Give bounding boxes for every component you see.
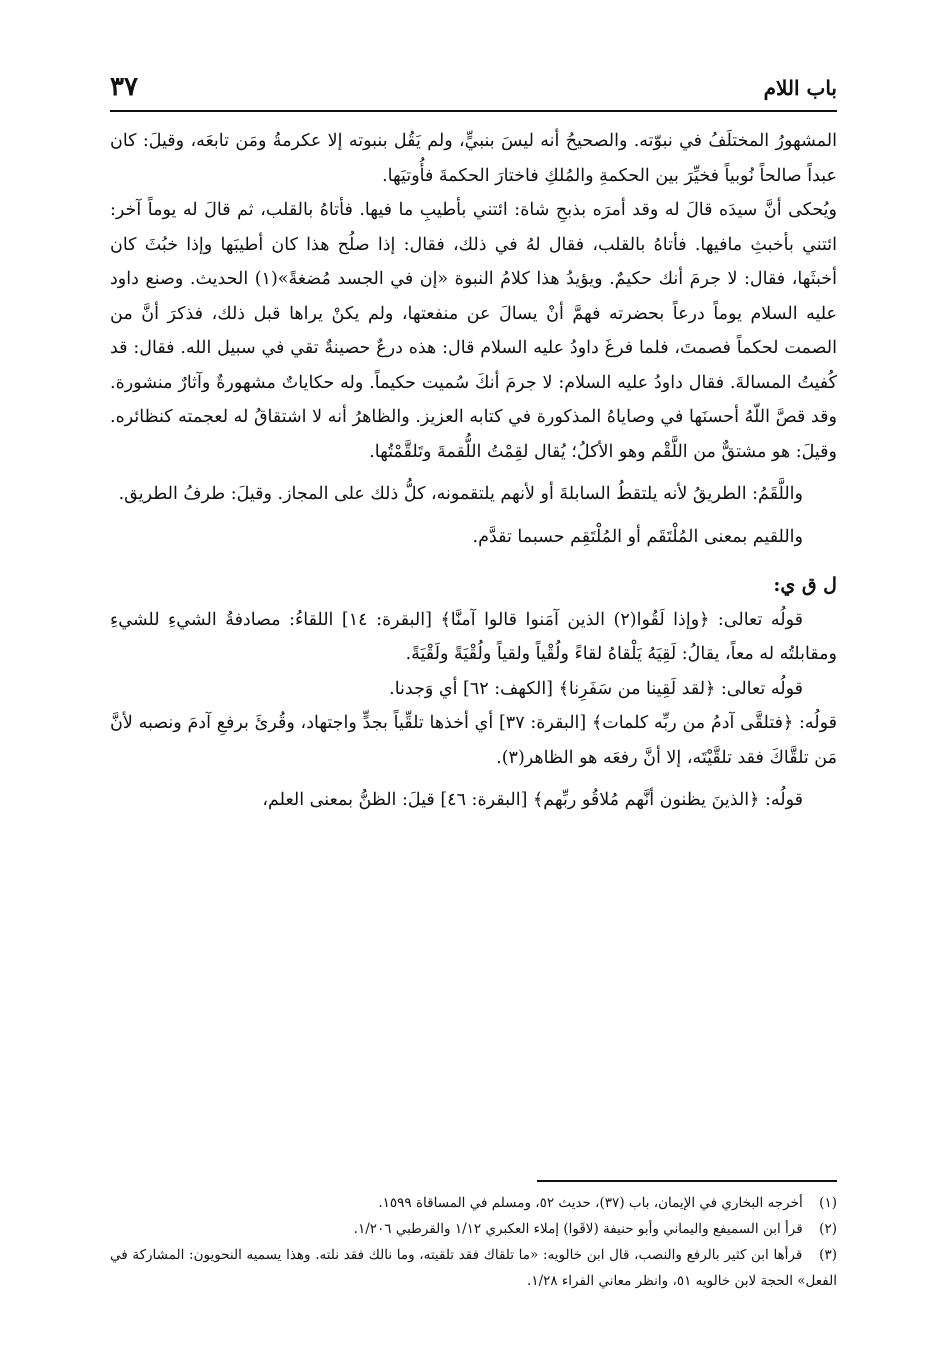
root-heading: ل ق ي: [773,574,837,596]
paragraph: قولُه: ﴿فتلقَّى آدمُ من ربِّه كلمات﴾ [البقرة: ٣٧] أي أخذها تلقِّياً بجدٍّ واجتهاد، وقُرئَ برفعِ آدمَ ونصبه لأنَّ مَن تلقَّاكَ فقد تلقَّيْتَه، إلا أنَّ رفعَه هو الظاهر(٣). [110,713,837,768]
paragraph: قولُه تعالى: ﴿لقد لَقِينا من سَفَرِنا﴾ [الكهف: ٦٢] أي وَجدنا. [389,678,803,699]
footnote [110,1216,837,1242]
paragraph: قولُه: ﴿الذينَ يظنون أنَّهم مُلاقُو ربِّهم﴾ [البقرة: ٤٦] قيلَ: الظنُّ بمعنى العلم، [262,790,803,810]
footnote-number: (٣) [819,1247,837,1263]
footnote-text: قرأها ابن كثير بالرفع والنصب، قال ابن خالويه: «ما تلقاك فقد تلقيته، وما نالك فقد نلته. وهذا يسميه النحويون: المشاركة في الفعل» الحجة لابن خالويه ٥١، وانظر معاني الفراء ١/٢٨. [110,1247,837,1289]
footnotes [110,1190,837,1294]
paragraph: واللقيم بمعنى المُلْتَقَم أو المُلْتَقِم حسبما تقدَّم. [472,526,803,547]
footnote-number: (١) [819,1195,837,1211]
footnote [110,1242,837,1294]
footnote-text: أخرجه البخاري في الإيمان، باب (٣٧)، حديث ٥٢، ومسلم في المساقاة ١٥٩٩. [378,1195,803,1211]
paragraph: ويُحكى أنَّ سيدَه قالَ له وقد أمرَه بذبحِ شاة: ائتني بأطيبِ ما فيها. فأتاهُ بالقلب، ثم قالَ له يوماً آخر: ائتني بأخبثِ مافيها. فأتاهُ بالقلب، فقال لهُ في ذلك، فقال: إذا صلُح هذا كان أطيبَها وإذا خبُثَ كان أخبثَها، فقال: لا جرمَ أنك حكيمٌ. ويؤيدُ هذا كلامُ النبوة «إن في الجسد مُضغةً»(١) الحديث. وصنع داود عليه السلام يوماً درعاً بحضرته فهمَّ أنْ يسالَ عن منفعتها، ولم يكنْ يراها قبل ذلك، فذكرَ أنَّ من الصمت لحكماً فصمتَ، فلما فرغَ داودُ عليه السلام قال: هذه درعٌ حصينةٌ تقي في سبيل الله. فقال: قد كُفيتُ المسالةَ. فقال داودُ عليه السلام: لا جرمَ أنكَ سُميت حكيماً. وله حكاياتٌ مشهورةٌ وآثارٌ منشورة. وقد قصَّ اللّهُ أحسنَها في وصاياهُ المذكورة في كتابه العزيز. والظاهرُ أنه لا اشتقاقُ له لعجمته كنظائره. وقيلَ: هو مشتقٌّ من اللَّقْم وهو الأكلُ؛ يُقال لقِمْتُ اللُّقمةَ وتَلقَّمْتُها. [110,200,837,462]
page-header [110,68,837,112]
page-number: ٣٧ [110,72,138,102]
paragraph: واللَّقَمُ: الطريقُ لأنه يلتقطُ السابلةَ أو لأنهم يلتقمونه، كلُّ ذلك على المجاز. وقيلَ: طرفُ الطريق. [118,484,803,504]
paragraph: قولُه تعالى: ﴿وإذا لَقُوا(٢) الذين آمَنوا قالوا آمنَّا﴾ [البقرة: ١٤] اللقاءُ: مصادفةُ الشيءِ للشيءِ ومقابلتُه له معاً، يقالُ: لَقِيَهُ يَلْقاهُ لقاءً ولُقْياً ولقياً ولُقْيَةً ولَقْيَةً. [110,609,837,664]
footnote [110,1190,837,1216]
footnote-text: قرأ ابن السميفع واليماني وأبو حنيفة (لاقَوا) إملاء العكبري ١/١٢ والقرطبي ١/٢٠٦. [353,1221,803,1237]
paragraph: المشهورُ المختلَفُ في نبوّته. والصحيحُ أنه ليسَ بنبيٍّ، ولم يَقُل بنبوته إلا عكرمةُ ومَن تابعَه، وقيلَ: كان عبداً صالحاً نُوبياً فخيِّرَ بين الحكمةِ والمُلكِ فاختارَ الحكمةَ فأُوتيَها. [110,131,837,186]
footnote-divider [537,1180,837,1182]
chapter-title: باب اللام [763,76,837,100]
footnote-number: (٢) [819,1221,837,1237]
main-text [110,124,837,818]
